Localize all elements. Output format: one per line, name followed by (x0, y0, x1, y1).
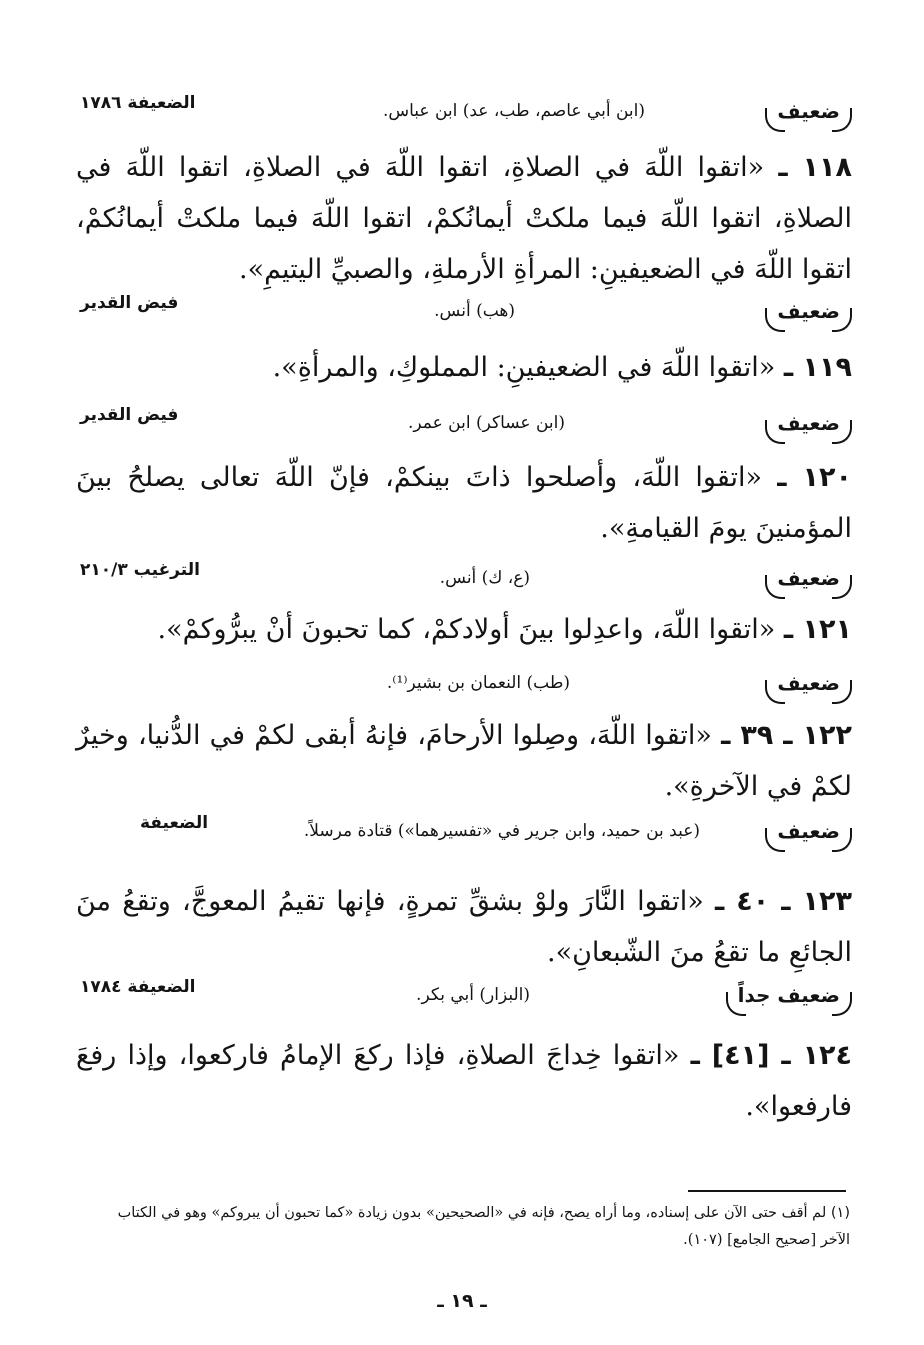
grade-line (80, 668, 850, 712)
hadith-number: ١٢٢ ـ ٣٩ ـ (721, 720, 852, 751)
grade-label: ضعيف (767, 563, 850, 593)
hadith-118 (76, 142, 852, 295)
source-text: (هب) أنس. (434, 301, 515, 321)
hadith-120 (76, 452, 852, 554)
reference-text: فيض القدير (80, 405, 179, 425)
reference-text: الترغيب ٢١٠/٣ (80, 560, 200, 580)
hadith-text: «اتقوا اللّهَ في الصلاةِ، اتقوا اللّهَ في الصلاةِ، اتقوا اللّهَ في الصلاةِ، اتقوا اللّهَ فيما ملكتْ أيمانُكمْ، اتقوا اللّهَ فيما ملكتْ أيمانُكمْ، اتقوا اللّهَ في الضعيفينِ: المرأةِ الأرملةِ، والصبيِّ اليتيمِ». (76, 152, 852, 285)
footnote-separator (688, 1190, 846, 1192)
hadith-text: «اتقوا النَّارَ ولوْ بشقِّ تمرةٍ، فإنها تقيمُ المعوجَّ، وتقعُ منَ الجائعِ ما تقعُ منَ الشّبعانِ». (76, 886, 852, 968)
grade-label: ضعيف (767, 816, 850, 846)
hadith-number: ١١٨ ـ (778, 152, 852, 183)
hadith-number: ١٢٤ ـ [٤١] ـ (690, 1040, 853, 1071)
page-number: ـ ١٩ ـ (437, 1290, 487, 1312)
reference-text: الضعيفة ١٧٨٦ (80, 93, 196, 113)
hadith-121 (76, 604, 852, 655)
grade-label: ضعيف (767, 408, 850, 438)
hadith-122 (76, 710, 852, 812)
source-text: (عبد بن حميد، وابن جرير في «تفسيرهما») قتادة مرسلاً. (303, 821, 700, 841)
hadith-124 (76, 1030, 852, 1132)
source-text: (ع، ك) أنس. (439, 568, 530, 588)
hadith-text: «اتقوا اللّهَ، واعدِلوا بينَ أولادكمْ، كما تحبونَ أنْ يبرُّوكمْ». (157, 614, 776, 645)
source-text: (البزار) أبي بكر. (416, 985, 530, 1005)
hadith-123 (76, 876, 852, 978)
grade-line (80, 560, 850, 607)
grade-line (80, 977, 850, 1024)
source-text: (ابن أبي عاصم، طب، عد) ابن عباس. (382, 101, 645, 121)
hadith-number: ١٢٣ ـ ٤٠ ـ (714, 886, 852, 917)
hadith-number: ١٢٠ ـ (777, 462, 852, 493)
grade-line (80, 93, 850, 140)
source-text: (طب) النعمان بن بشير⁽¹⁾. (386, 673, 570, 693)
grade-line (80, 293, 850, 340)
hadith-number: ١١٩ ـ (783, 352, 852, 383)
footnote-text: لم أقف حتى الآن على إسناده، وما أراه يصح، فإنه في «الصحيحين» بدون زيادة «كما تحبون أن يبروكم» وهو في الكتاب الآخر [صحيح الجامع] (١٠٧). (117, 1205, 850, 1248)
hadith-119 (76, 342, 852, 393)
hadith-text: «اتقوا خِداجَ الصلاةِ، فإذا ركعَ الإمامُ فاركعوا، وإذا رفعَ فارفعوا». (76, 1040, 852, 1122)
hadith-number: ١٢١ ـ (783, 614, 852, 645)
reference-text: فيض القدير (80, 293, 179, 313)
grade-line (80, 813, 850, 860)
reference-text: الضعيفة ١٧٨٤ (80, 977, 196, 997)
grade-label: ضعيف (767, 96, 850, 126)
grade-label: ضعيف (767, 296, 850, 326)
source-text: (ابن عساكر) ابن عمر. (408, 413, 565, 433)
reference-text: الضعيفة (140, 813, 209, 833)
grade-line (80, 405, 850, 452)
hadith-text: «اتقوا اللّهَ، وصِلوا الأرحامَ، فإنهُ أبقى لكمْ في الدُّنيا، وخيرٌ لكمْ في الآخرةِ». (76, 720, 852, 802)
hadith-text: «اتقوا اللّهَ في الضعيفينِ: المملوكِ، والمرأةِ». (272, 352, 776, 383)
footnote (100, 1200, 850, 1254)
hadith-text: «اتقوا اللّهَ، وأصلحوا ذاتَ بينكمْ، فإنّ اللّهَ تعالى يصلحُ بينَ المؤمنينَ يومَ القيامةِ». (76, 462, 852, 544)
footnote-mark: (١) (830, 1205, 850, 1221)
grade-label: ضعيف (767, 668, 850, 698)
grade-label: ضعيف جداً (728, 980, 850, 1010)
